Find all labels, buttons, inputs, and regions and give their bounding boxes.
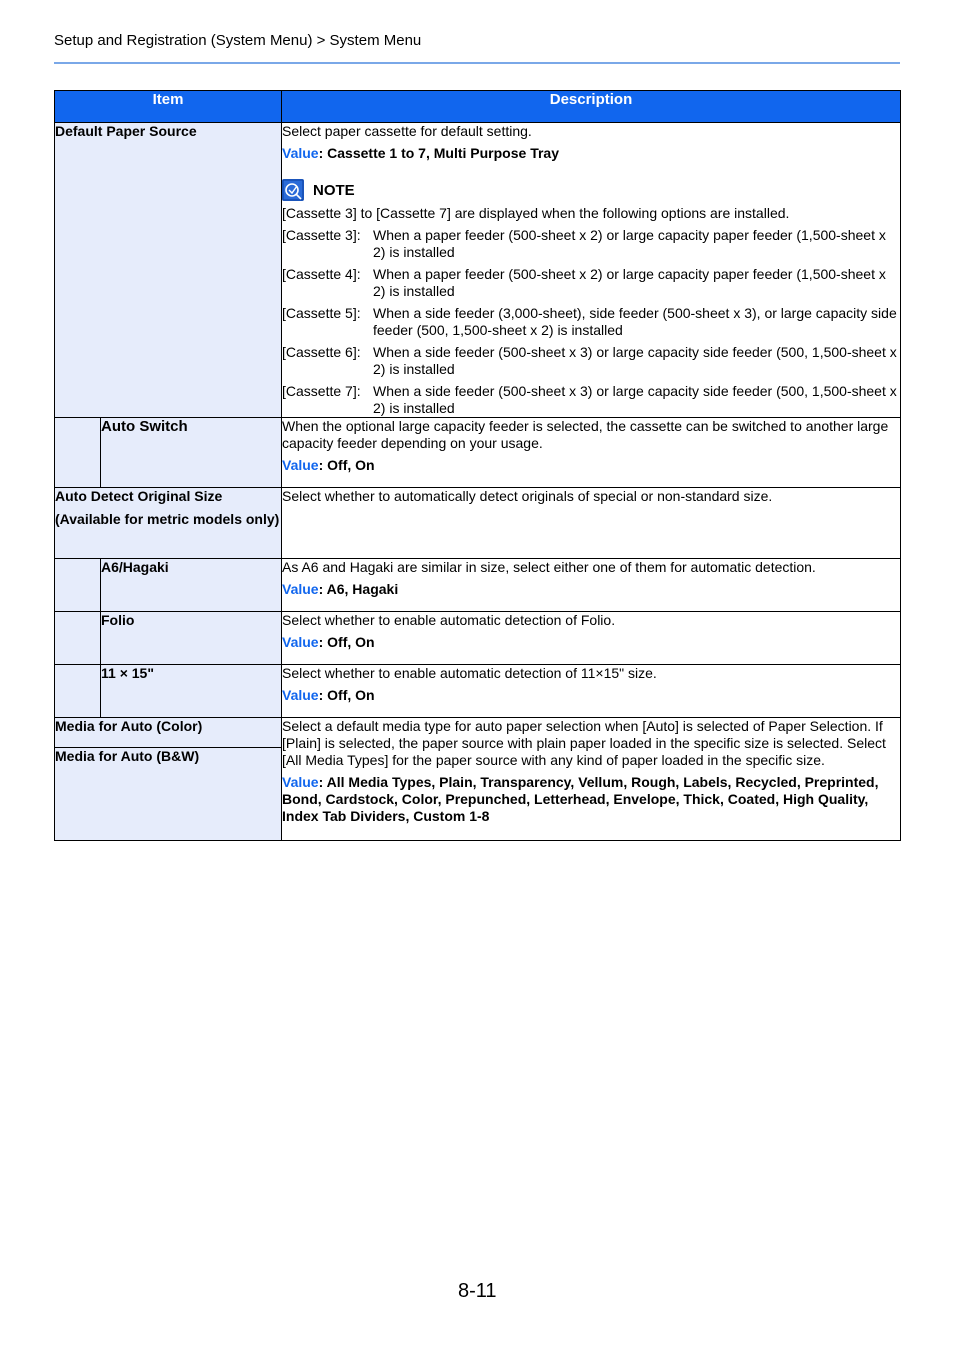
cassette-label: [Cassette 5]: [282, 305, 361, 321]
desc-default-paper-source [282, 123, 901, 418]
settings-table [54, 90, 901, 841]
desc-text: Select paper cassette for default setting. [282, 123, 532, 139]
item-media-for-auto-color: Media for Auto (Color) [55, 718, 282, 748]
item-folio: Folio [101, 612, 282, 665]
note-icon [282, 179, 304, 201]
cassette-text: When a paper feeder (500-sheet x 2) or large capacity paper feeder (1,500-sheet x 2) is installed [373, 266, 886, 299]
cassette-text: When a paper feeder (500-sheet x 2) or large capacity paper feeder (1,500-sheet x 2) is installed [373, 227, 886, 260]
item-auto-detect-original-size [55, 488, 282, 559]
desc-folio [282, 612, 901, 665]
cassette-4-row [282, 266, 900, 300]
value-text: : All Media Types, Plain, Transparency, Vellum, Rough, Labels, Recycled, Preprinted, Bond, Cardstock, Color, Prepunched, Letterhead, Envelope, Thick, Coated, High Quality, Index Tab Dividers, Custom 1-8 [282, 774, 879, 824]
value-line [282, 774, 900, 825]
value-text: : Off, On [318, 457, 375, 473]
table-header-row [55, 91, 901, 123]
table-row [55, 559, 901, 612]
value-line [282, 581, 900, 598]
desc-text: Select a default media type for auto paper selection when [Auto] is selected of Paper Selection. If [Plain] is selected, the paper source with plain paper loaded in the specific size is selected. Select [All Media Types] for the paper source with any kind of paper loaded in the specific size. [282, 718, 886, 768]
value-label: Value [282, 145, 319, 161]
value-label: Value [282, 774, 319, 790]
item-label: Auto Detect Original Size [55, 488, 223, 504]
indent-cell [55, 559, 101, 612]
desc-text: When the optional large capacity feeder is selected, the cassette can be switched to another large capacity feeder depending on your usage. [282, 418, 889, 451]
column-header-item: Item [55, 91, 282, 123]
cassette-label: [Cassette 7]: [282, 383, 361, 399]
value-line [282, 145, 900, 162]
desc-auto-detect [282, 488, 901, 559]
indent-cell [55, 665, 101, 718]
table-row [55, 123, 901, 418]
table-row [55, 718, 901, 748]
header-divider [54, 62, 900, 64]
desc-media-for-auto [282, 718, 901, 841]
cassette-3-row [282, 227, 900, 261]
desc-text: Select whether to enable automatic detection of 11×15" size. [282, 665, 657, 681]
value-line [282, 457, 900, 474]
value-text: : A6, Hagaki [318, 581, 399, 597]
desc-11x15 [282, 665, 901, 718]
cassette-text: When a side feeder (500-sheet x 3) or large capacity side feeder (500, 1,500-sheet x 2) is installed [373, 383, 897, 416]
item-default-paper-source: Default Paper Source [55, 123, 282, 418]
cassette-text: When a side feeder (500-sheet x 3) or large capacity side feeder (500, 1,500-sheet x 2) is installed [373, 344, 897, 377]
value-text: : Off, On [318, 634, 375, 650]
cassette-text: When a side feeder (3,000-sheet), side feeder (500-sheet x 3), or large capacity side feeder (500, 1,500-sheet x 2) is installed [373, 305, 897, 338]
item-sublabel: (Available for metric models only) [55, 511, 280, 527]
table-row [55, 488, 901, 559]
table-row [55, 665, 901, 718]
indent-cell [55, 418, 101, 488]
indent-cell [55, 612, 101, 665]
value-label: Value [282, 581, 319, 597]
item-a6-hagaki: A6/Hagaki [101, 559, 282, 612]
page-number: 8-11 [458, 1280, 497, 1302]
value-text: : Cassette 1 to 7, Multi Purpose Tray [318, 145, 559, 161]
value-label: Value [282, 457, 319, 473]
desc-text: Select whether to enable automatic detection of Folio. [282, 612, 616, 628]
value-label: Value [282, 687, 319, 703]
note-intro: [Cassette 3] to [Cassette 7] are displayed when the following options are installed. [282, 205, 790, 221]
cassette-label: [Cassette 3]: [282, 227, 361, 243]
desc-text: As A6 and Hagaki are similar in size, select either one of them for automatic detection. [282, 559, 816, 575]
cassette-label: [Cassette 6]: [282, 344, 361, 360]
note-title: NOTE [313, 181, 355, 199]
note-header [282, 179, 900, 201]
table-row [55, 612, 901, 665]
cassette-label: [Cassette 4]: [282, 266, 361, 282]
item-11x15: 11 × 15" [101, 665, 282, 718]
item-auto-switch: Auto Switch [101, 418, 282, 488]
cassette-6-row [282, 344, 900, 378]
desc-a6-hagaki [282, 559, 901, 612]
cassette-7-row [282, 383, 900, 417]
value-label: Value [282, 634, 319, 650]
column-header-description: Description [282, 91, 901, 123]
cassette-5-row [282, 305, 900, 339]
item-media-for-auto-bw: Media for Auto (B&W) [55, 748, 282, 841]
desc-auto-switch [282, 418, 901, 488]
desc-text: Select whether to automatically detect originals of special or non-standard size. [282, 488, 773, 504]
table-row [55, 418, 901, 488]
value-line [282, 634, 900, 651]
value-text: : Off, On [318, 687, 375, 703]
value-line [282, 687, 900, 704]
page-header-breadcrumb: Setup and Registration (System Menu) > System Menu [54, 32, 422, 49]
